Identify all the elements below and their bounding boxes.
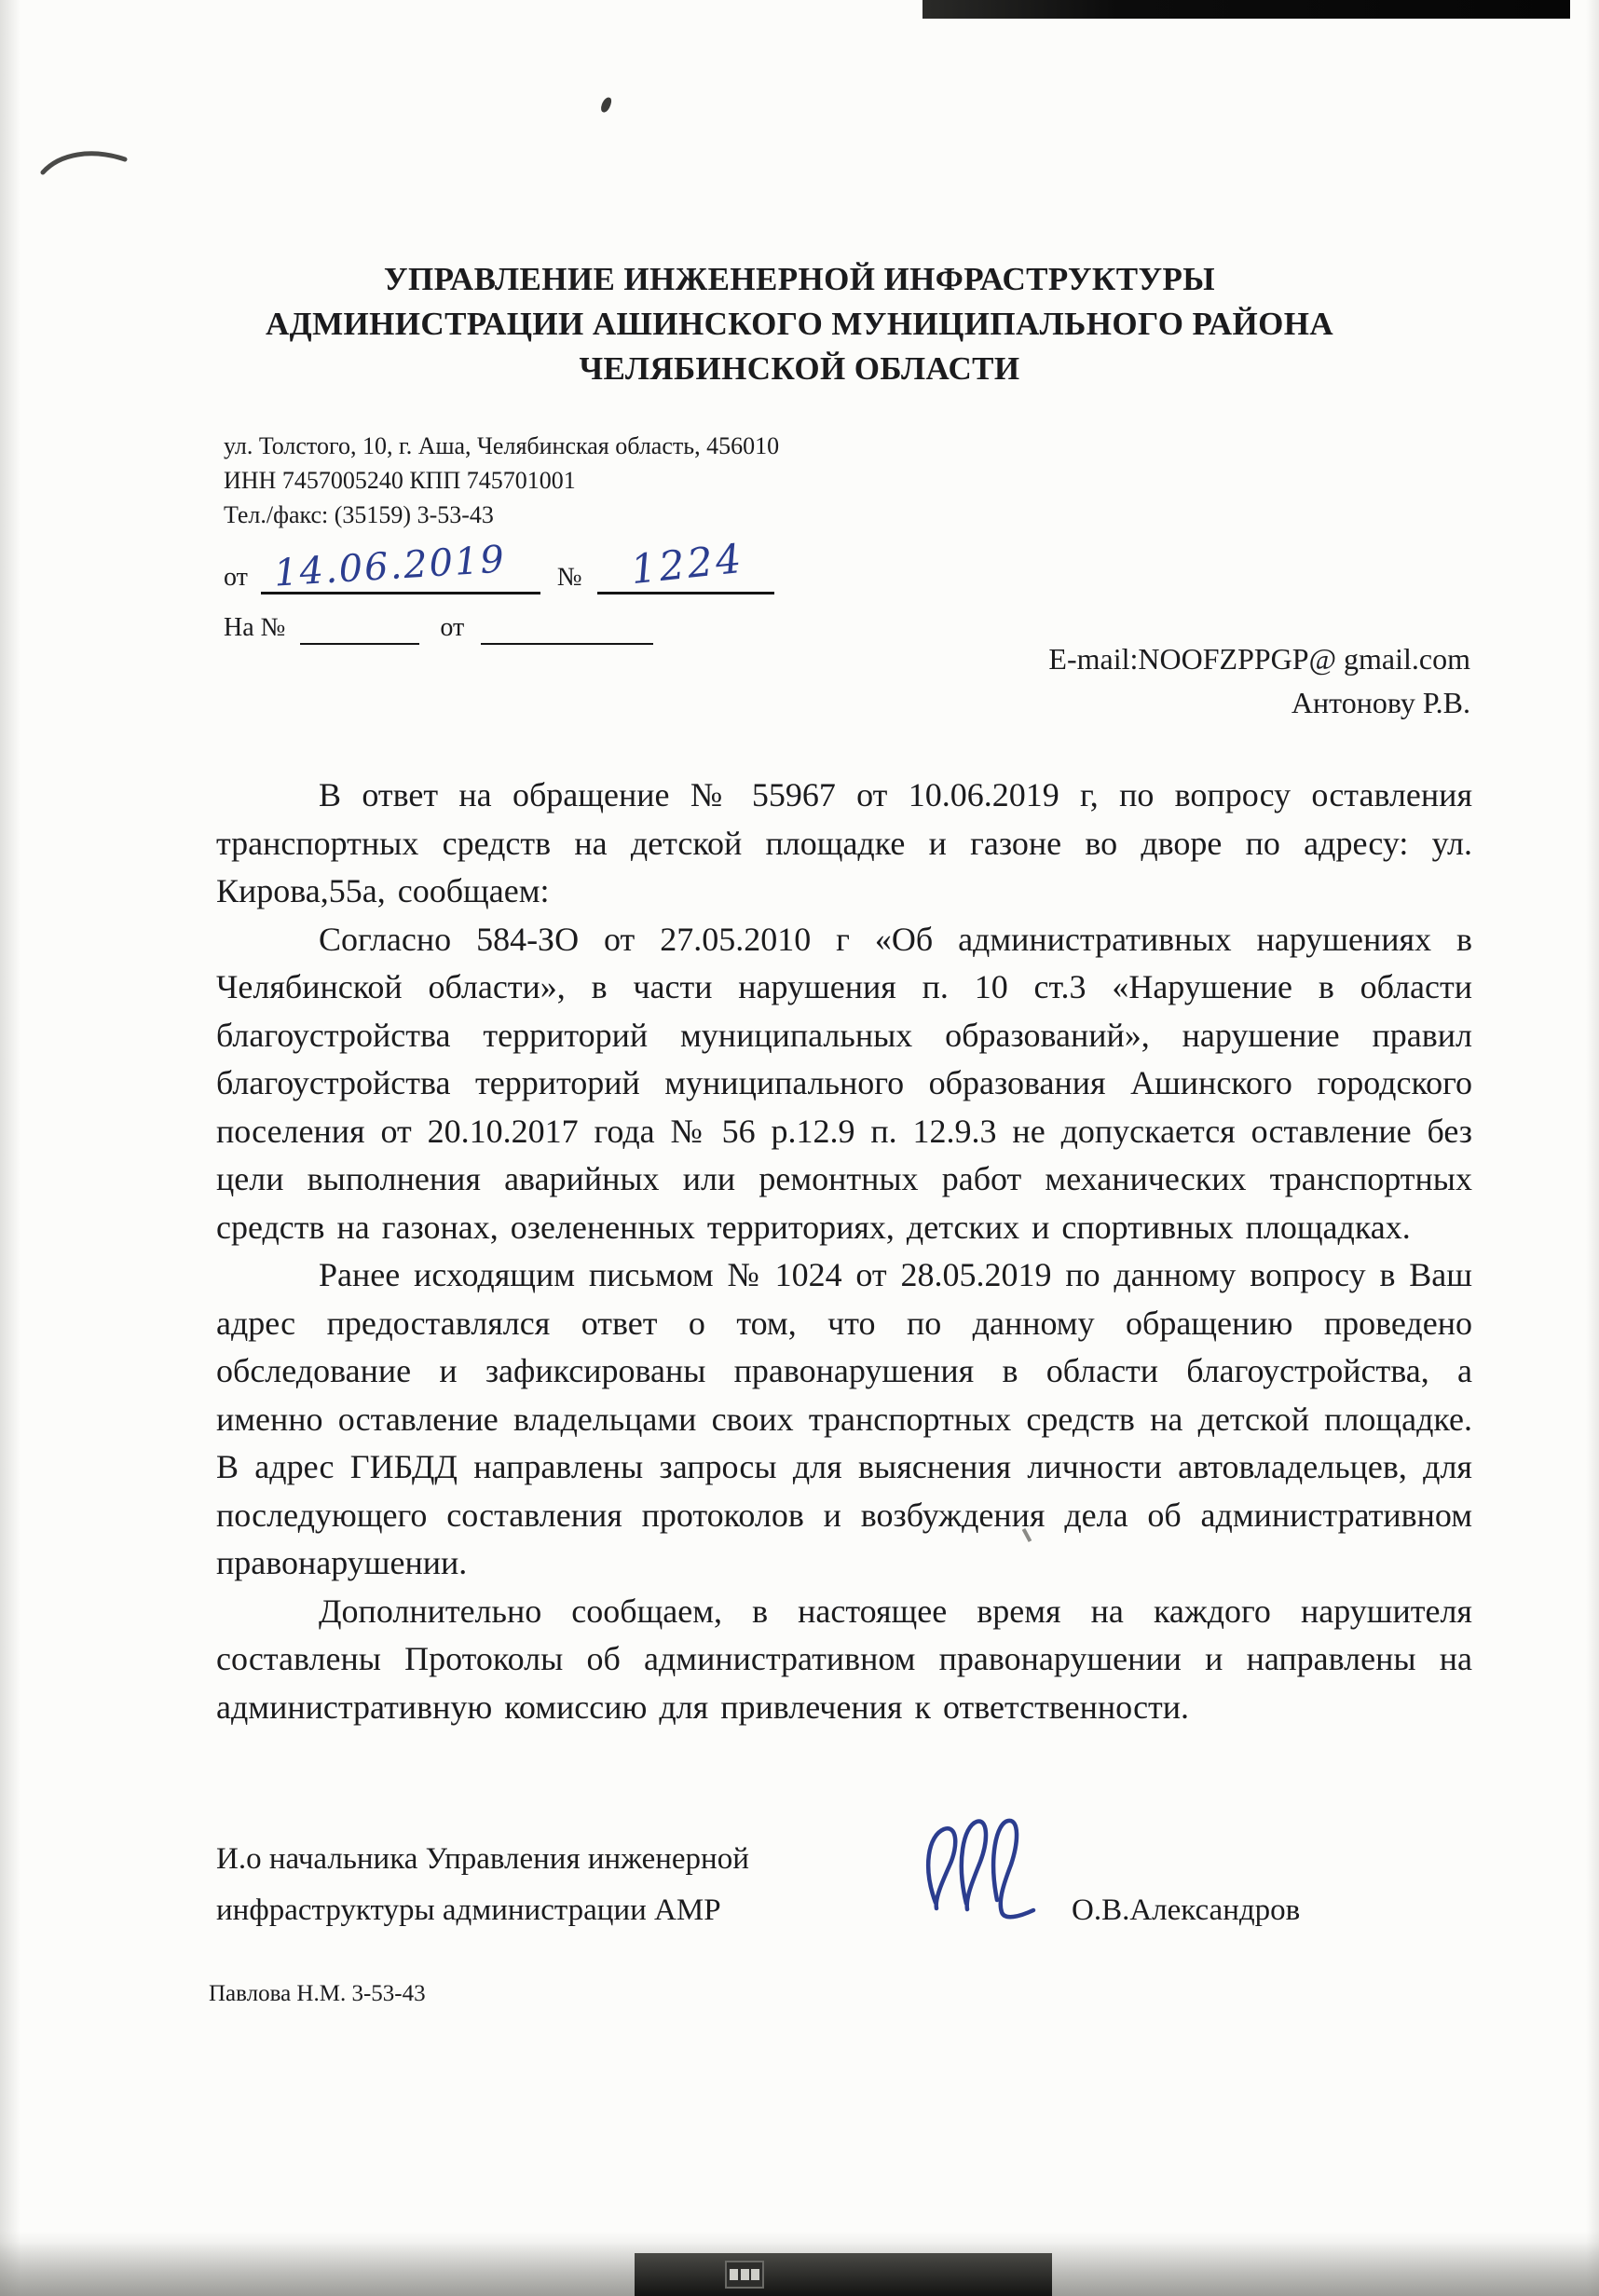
- org-name-line-1: УПРАВЛЕНИЕ ИНЖЕНЕРНОЙ ИНФРАСТРУКТУРЫ: [383, 261, 1216, 297]
- film-frame-icon: [725, 2261, 764, 2289]
- signer-position-line-1: И.о начальника Управления инженерной: [216, 1842, 749, 1876]
- signature-scribble: [915, 1810, 1059, 1940]
- body-paragraph-3: Ранее исходящим письмом № 1024 от 28.05.2019 по данному вопросу в Ваш адрес предоставлялся ответ о том, что по данному обращению проведено обследование и зафиксированы правонарушения в области благоустройства, а именно оставление владельцами своих транспортных средств на детской площадке. В адрес ГИБДД направлены запросы для выяснения личности автовладельцев, для последующего составления протоколов и возбуждения дела об административном правонарушении.: [216, 1256, 1472, 1581]
- pen-mark-icon: [39, 144, 132, 180]
- org-name-line-3: ЧЕЛЯБИНСКОЙ ОБЛАСТИ: [579, 350, 1020, 387]
- body-paragraph-4: Дополнительно сообщаем, в настоящее время на каждого нарушителя составлены Протоколы об административном правонарушении и направлены на административную комиссию для привлечения к ответственности.: [216, 1592, 1472, 1726]
- signer-position: [216, 1834, 749, 1936]
- letterhead-contacts: [224, 429, 779, 532]
- letter-body: [216, 772, 1472, 1731]
- org-name-line-2: АДМИНИСТРАЦИИ АШИНСКОГО МУНИЦИПАЛЬНОГО РАЙОНА: [265, 306, 1334, 342]
- phone-line: Тел./факс: (35159) 3-53-43: [224, 501, 494, 528]
- signer-position-line-2: инфраструктуры администрации АМР: [216, 1893, 721, 1927]
- body-paragraph-1: В ответ на обращение № 55967 от 10.06.2019 г, по вопросу оставления транспортных средств на детской площадке и газоне во дворе по адресу: ул. Кирова,55а, сообщаем:: [216, 776, 1472, 909]
- recipient-name: Антонову Р.В.: [1291, 686, 1470, 719]
- scan-artifact-top-bar: [922, 0, 1570, 19]
- body-paragraph-2: Согласно 584-ЗО от 27.05.2010 г «Об административных нарушениях в Челябинской области», в части нарушения п. 10 ст.3 «Нарушение в области благоустройства территорий муниципальных образований», нарушение правил благоустройства территорий муниципального образования Ашинского городского поселения от 20.10.2017 года № 56 р.12.9 п. 12.9.3 не допускается оставление без цели выполнения аварийных или ремонтных работ механических транспортных средств на газонах, озелененных территориях, детских и спортивных площадках.: [216, 920, 1472, 1246]
- date-blank-line: [261, 538, 540, 595]
- reply-from-label: от: [440, 613, 465, 642]
- number-label: №: [556, 563, 582, 592]
- from-label: от: [224, 563, 248, 592]
- recipient-email: E-mail:NOOFZPPGP@ gmail.com: [1048, 642, 1470, 676]
- reference-row-outgoing: [224, 535, 774, 595]
- letterhead-title: [196, 257, 1403, 391]
- scan-artifact-bottom-bar: [635, 2253, 1052, 2296]
- recipient-block: [1048, 637, 1470, 725]
- inn-kpp-line: ИНН 7457005240 КПП 745701001: [224, 467, 576, 494]
- reply-date-blank-line: [481, 608, 653, 645]
- handwritten-number: 1224: [628, 535, 746, 594]
- reply-number-blank-line: [300, 608, 419, 645]
- number-blank-line: [597, 535, 774, 594]
- executor-line: Павлова Н.М. 3-53-43: [209, 1981, 426, 2006]
- signer-name: О.В.Александров: [1072, 1893, 1301, 1927]
- signature-stroke: [928, 1821, 1033, 1917]
- handwritten-date: 14.06.2019: [272, 538, 508, 595]
- reference-row-incoming: [224, 608, 653, 645]
- reply-to-label: На №: [224, 613, 286, 642]
- address-line: ул. Толстого, 10, г. Аша, Челябинская область, 456010: [224, 432, 780, 459]
- scan-speck-icon: [599, 96, 612, 114]
